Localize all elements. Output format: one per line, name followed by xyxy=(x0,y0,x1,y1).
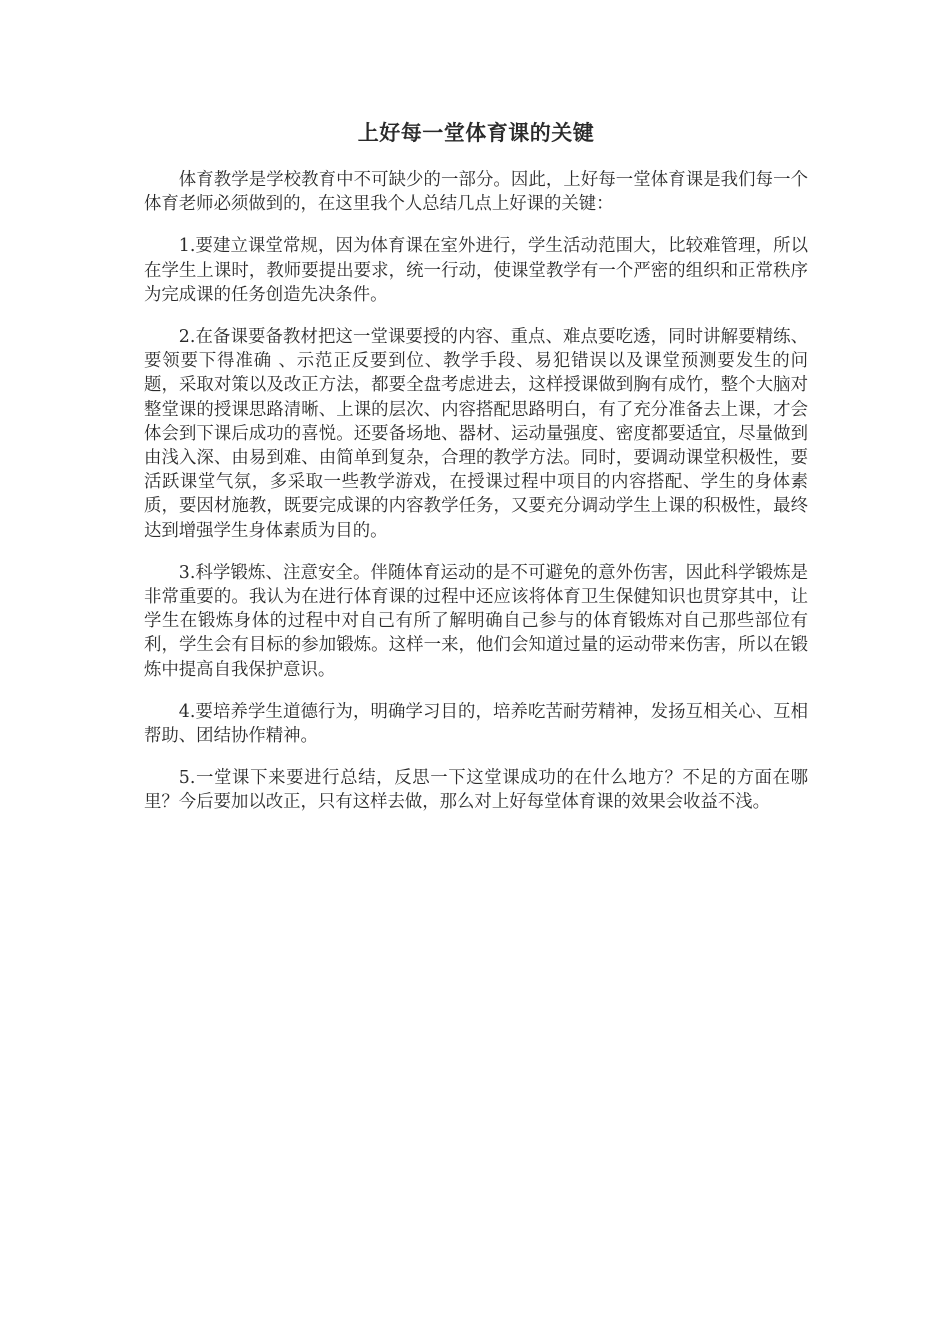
point-4-paragraph: 4.要培养学生道德行为，明确学习目的，培养吃苦耐劳精神，发扬互相关心、互相帮助、团结协作精神。 xyxy=(144,701,808,747)
point-1-paragraph: 1.要建立课堂常规，因为体育课在室外进行，学生活动范围大，比较难管理，所以在学生上课时，教师要提出要求，统一行动，使课堂教学有一个严密的组织和正常秩序为完成课的任务创造先决条件。 xyxy=(144,236,808,305)
intro-paragraph: 体育教学是学校教育中不可缺少的一部分。因此，上好每一堂体育课是我们每一个体育老师必须做到的，在这里我个人总结几点上好课的关键： xyxy=(144,170,808,215)
point-2-paragraph: 2.在备课要备教材把这一堂课要授的内容、重点、难点要吃透，同时讲解要精练、要领要下得准确 、示范正反要到位、教学手段、易犯错误以及课堂预测要发生的问题，采取对策以及改正方法，都要全盘考虑进去，这样授课做到胸有成竹，整个大脑对整堂课的授课思路清晰、上课的层次、内容搭配思路明白，有了充分准备去上课，才会体会到下课后成功的喜悦。还要备场地、器材、运动量强度、密度都要适宜，尽量做到由浅入深、由易到难、由简单到复杂，合理的教学方法。同时，要调动课堂积极性，要活跃课堂气氛，多采取一些教学游戏，在授课过程中项目的内容搭配、学生的身体素质，要因材施教，既要完成课的内容教学任务，又要充分调动学生上课的积极性，最终达到增强学生身体素质为目的。 xyxy=(144,327,808,541)
point-3-paragraph: 3.科学锻炼、注意安全。伴随体育运动的是不可避免的意外伤害，因此科学锻炼是非常重要的。我认为在进行体育课的过程中还应该将体育卫生保健知识也贯穿其中，让学生在锻炼身体的过程中对自己有所了解明确自己参与的体育锻炼对自己那些部位有利，学生会有目标的参加锻炼。这样一来，他们会知道过量的运动带来伤害，所以在锻炼中提高自我保护意识。 xyxy=(144,562,808,680)
document-title: 上好每一堂体育课的关键 xyxy=(357,120,595,145)
document-page xyxy=(144,118,808,833)
point-5-paragraph: 5.一堂课下来要进行总结，反思一下这堂课成功的在什么地方？不足的方面在哪里？今后要加以改正，只有这样去做，那么对上好每堂体育课的效果会收益不浅。 xyxy=(144,768,808,813)
